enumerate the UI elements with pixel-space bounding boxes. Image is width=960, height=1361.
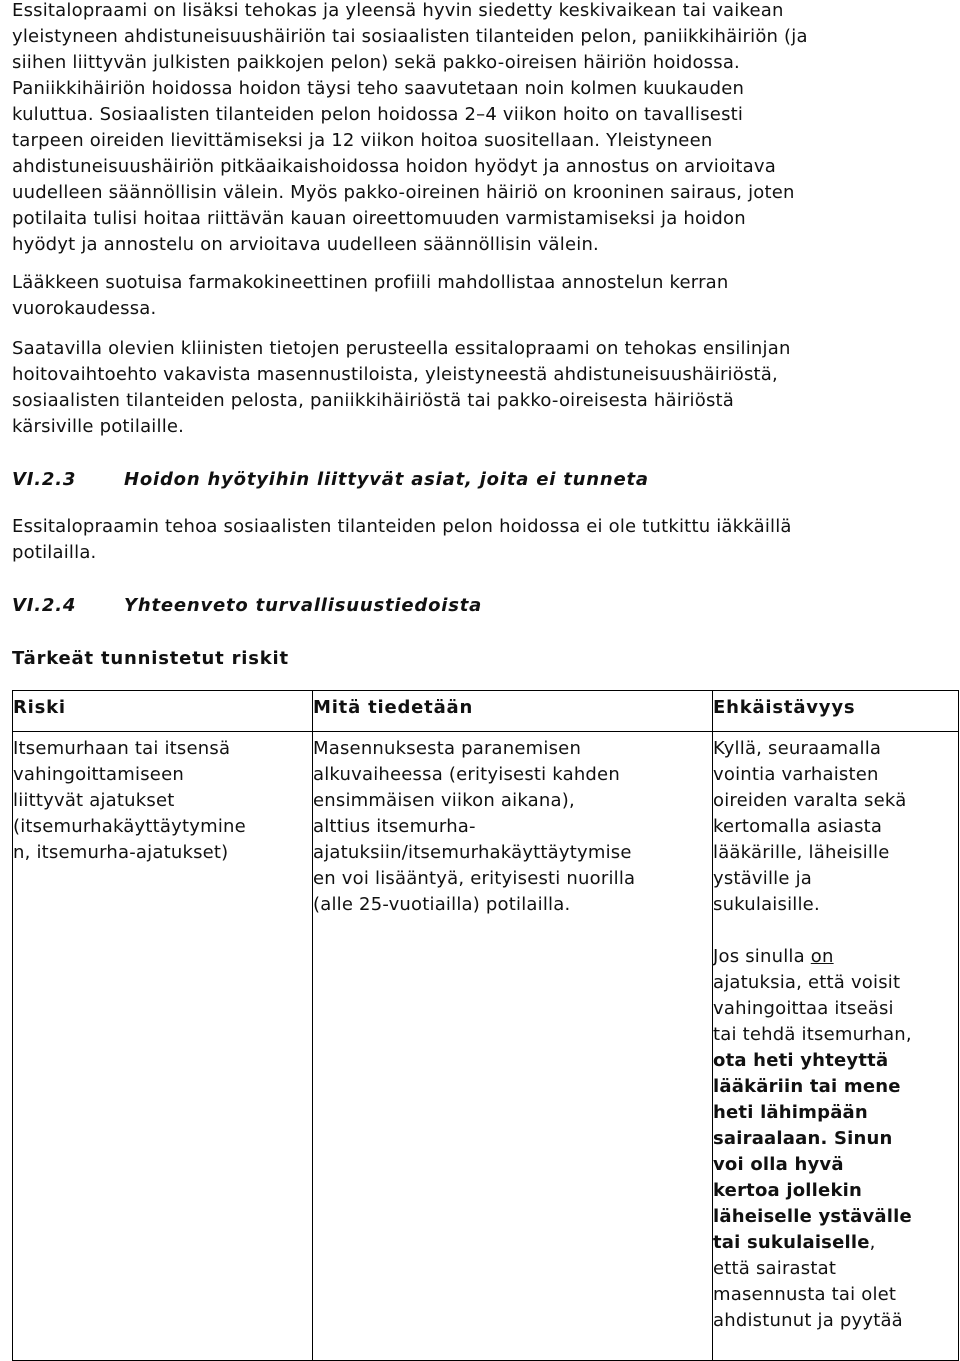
paragraph-first-line: Saatavilla olevien kliinisten tietojen perusteella essitalopraami on tehokas ensilinjan hoitovaihtoehto vakavista masennustiloista, yleistyneestä ahdistuneisuushäiriöstä, sosiaalisten tilanteiden pelosta, paniikkihäiriöstä tai pakko-oireisesta häiriöstä kärsiville potilaille. — [12, 338, 791, 437]
prevention-bold-advice: ota heti yhteyttä lääkäriin tai mene heti lähimpään sairaalaan. Sinun voi olla hyvä kertoa jollekin läheiselle ystävälle tai sukulaiselle — [713, 1050, 912, 1253]
section-heading-vi-2-4 — [12, 593, 482, 619]
cell-prevention — [713, 732, 959, 1361]
paragraph-unknown-benefits: Essitalopraamin tehoa sosiaalisten tilanteiden pelon hoidossa ei ole tutkittu iäkkäillä potilailla. — [12, 516, 792, 563]
header-known: Mitä tiedetään — [313, 691, 713, 732]
underlined-on: on — [810, 946, 834, 967]
prevention-text-2 — [713, 944, 950, 1334]
known-text: Masennuksesta paranemisen alkuvaiheessa (erityisesti kahden ensimmäisen viikon aikana), alttius itsemurha- ajatuksiin/itsemurhakäyttäytymise en voi lisääntyä, erityisesti nuorilla (alle 25-vuotiailla) potilailla. — [313, 738, 636, 915]
section-number: VI.2.3 — [12, 469, 77, 490]
section-title: Yhteenveto turvallisuustiedoista — [124, 595, 483, 616]
subheading-identified-risks: Tärkeät tunnistetut riskit — [12, 648, 289, 669]
prevention-intro: Jos sinulla — [713, 946, 811, 967]
spacer — [713, 918, 950, 944]
cell-risk — [13, 732, 313, 1361]
table-row — [13, 732, 959, 1361]
section-number: VI.2.4 — [12, 595, 77, 616]
section-heading-vi-2-3 — [12, 467, 649, 493]
paragraph-dosing: Lääkkeen suotuisa farmakokineettinen profiili mahdollistaa annostelun kerran vuorokaudessa. — [12, 272, 729, 319]
table-header-row — [13, 691, 959, 732]
prevention-end: , että sairastat masennusta tai olet ahdistunut ja pyytää — [713, 1232, 903, 1331]
prevention-text-1: Kyllä, seuraamalla vointia varhaisten oireiden varalta sekä kertomalla asiasta lääkärille, läheisille ystäville ja sukulaisille. — [713, 738, 907, 915]
cell-known — [313, 732, 713, 1361]
prevention-mid: ajatuksia, että voisit vahingoittaa itseäsi tai tehdä itsemurhan, — [713, 972, 912, 1045]
section-title: Hoidon hyötyihin liittyvät asiat, joita ei tunneta — [124, 469, 649, 490]
risk-table — [12, 690, 959, 1361]
paragraph-efficacy: Essitalopraami on lisäksi tehokas ja yleensä hyvin siedetty keskivaikean tai vaikean yleistyneen ahdistuneisuushäiriön tai sosiaalisten tilanteiden pelon, paniikkihäiriön (ja siihen liittyvän julkisten paikkojen pelon) sekä pakko-oireisen häiriön hoidossa. Paniikkihäiriön hoidossa hoidon täysi teho saavutetaan noin kolmen kuukauden kuluttua. Sosiaalisten tilanteiden pelon hoidossa 2–4 viikon hoito on tavallisesti tarpeen oireiden lievittämiseksi ja 12 viikon hoitoa suositellaan. Yleistyneen ahdistuneisuushäiriön pitkäaikaishoidossa hoidon hyödyt ja annostus on arvioitava uudelleen säännöllisin välein. Myös pakko-oireinen häiriö on krooninen sairaus, joten potilaita tulisi hoitaa riittävän kauan oireettomuuden varmistamiseksi ja hoidon hyödyt ja annostelu on arvioitava uudelleen säännöllisin välein. — [12, 0, 808, 255]
header-prevention: Ehkäistävyys — [713, 691, 959, 732]
risk-text: Itsemurhaan tai itsensä vahingoittamiseen liittyvät ajatukset (itsemurhakäyttäytymine n, itsemurha-ajatukset) — [13, 738, 246, 863]
header-risk: Riski — [13, 691, 313, 732]
